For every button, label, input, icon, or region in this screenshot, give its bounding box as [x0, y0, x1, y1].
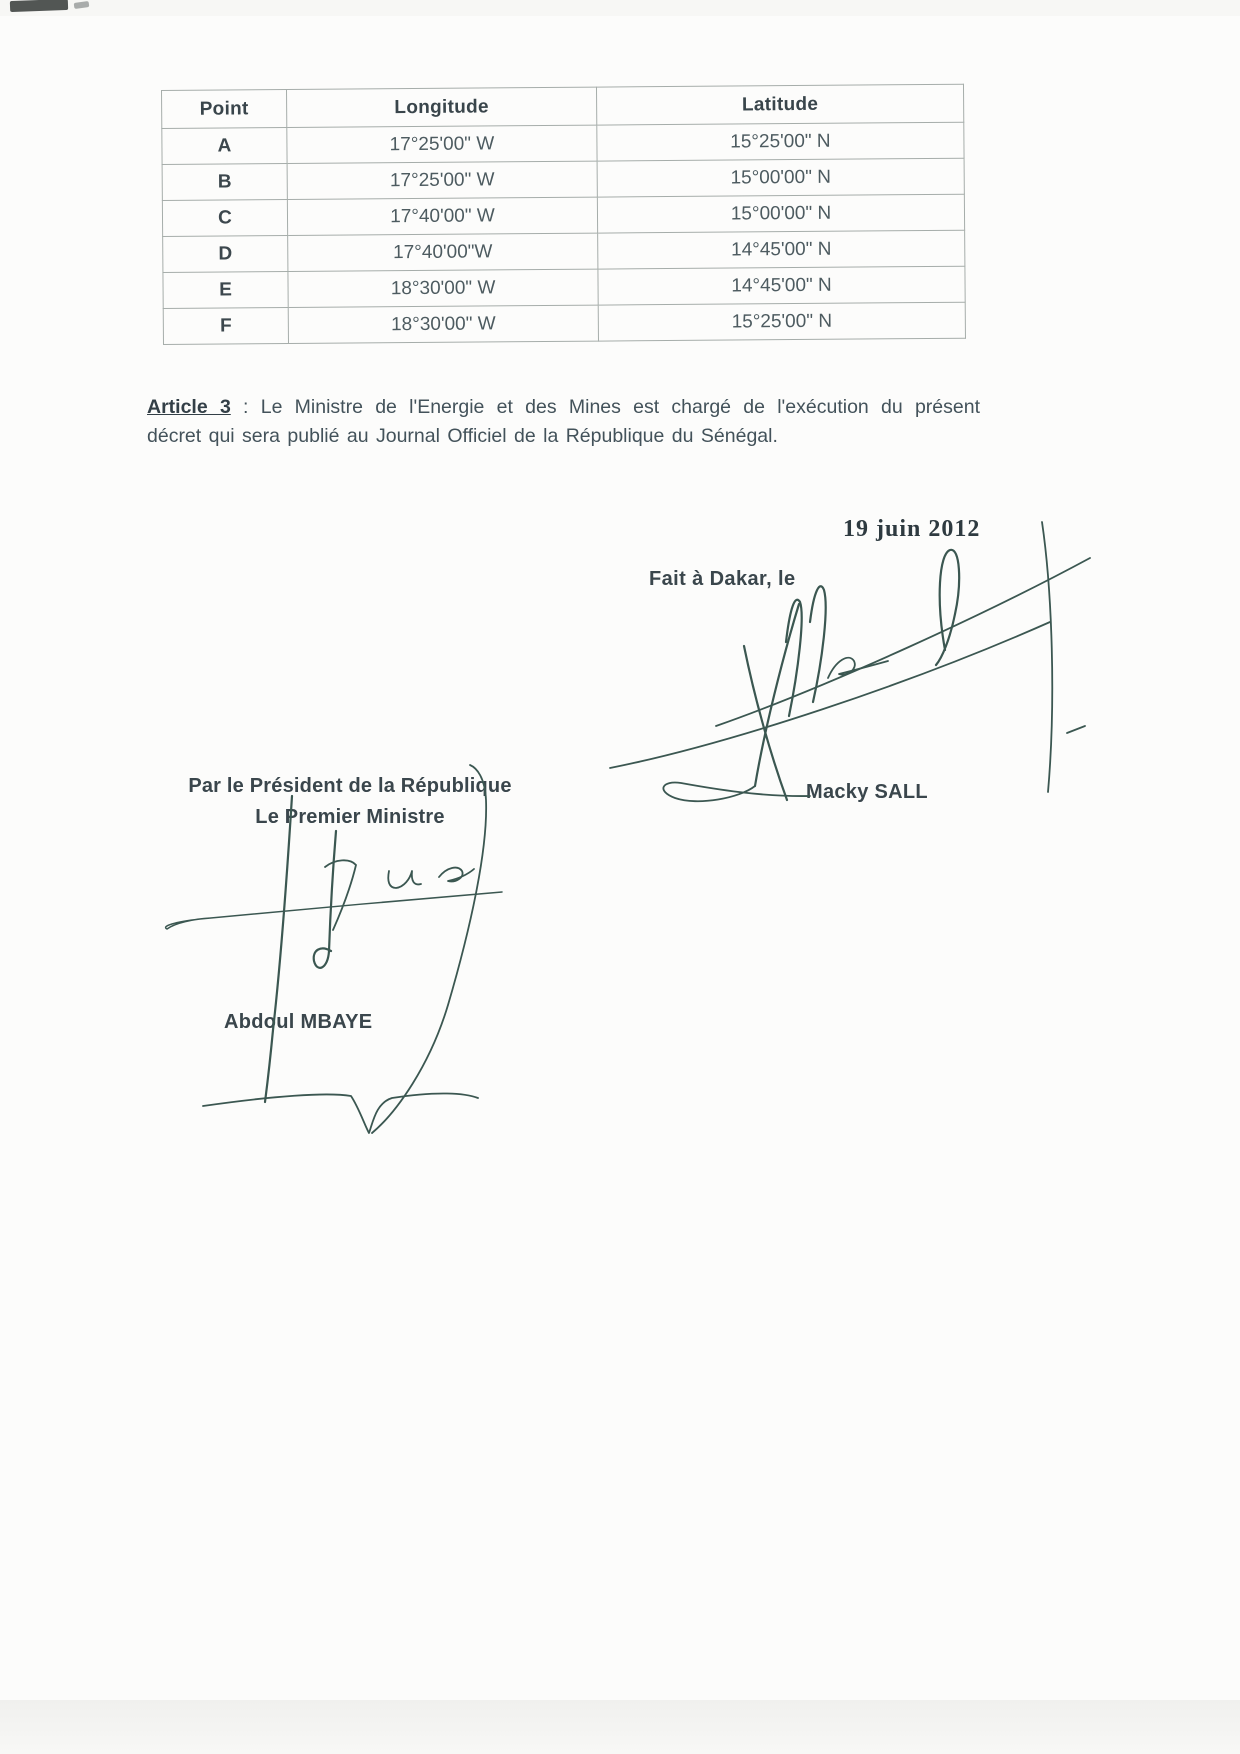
cell-latitude: 14°45'00" N	[598, 266, 965, 305]
article-3-line1	[147, 393, 980, 422]
cell-point: E	[163, 272, 288, 309]
cell-longitude: 17°25'00" W	[287, 161, 597, 199]
cell-point: B	[162, 164, 287, 201]
header-cell-point: Point	[162, 90, 287, 129]
header-cell-latitude: Latitude	[596, 84, 963, 125]
article-3-line1-text: Le Ministre de l'Energie et des Mines est chargé de l'exécution du présent	[260, 396, 980, 418]
scan-smudge-mark	[10, 0, 68, 12]
cell-longitude: 17°40'00" W	[287, 197, 597, 235]
cell-latitude: 15°00'00" N	[597, 158, 964, 197]
cell-point: F	[163, 308, 288, 345]
cell-longitude: 17°25'00" W	[287, 125, 597, 163]
table-header-row	[162, 84, 964, 128]
table-row	[163, 302, 965, 344]
president-name-label: Macky SALL	[806, 781, 928, 803]
cell-longitude: 18°30'00" W	[288, 269, 598, 307]
cell-point: C	[162, 200, 287, 237]
cell-longitude: 18°30'00" W	[288, 305, 598, 343]
coordinates-table	[161, 84, 966, 345]
cell-longitude: 17°40'00"W	[288, 233, 598, 271]
countersign-line2: Le Premier Ministre	[255, 806, 445, 828]
countersign-line1: Par le Président de la République	[188, 775, 512, 797]
cell-latitude: 14°45'00" N	[598, 230, 965, 269]
cell-point: A	[162, 128, 287, 165]
signing-date: 19 juin 2012	[843, 516, 981, 542]
macky-sall-signature	[590, 500, 1100, 810]
scan-top-band	[0, 0, 1240, 16]
cell-point: D	[163, 236, 288, 273]
cell-latitude: 15°25'00" N	[597, 122, 964, 161]
prime-minister-name-label: Abdoul MBAYE	[224, 1011, 373, 1033]
cell-latitude: 15°25'00" N	[598, 302, 965, 341]
article-3-label: Article 3	[147, 396, 231, 418]
cell-latitude: 15°00'00" N	[597, 194, 964, 233]
place-line: Fait à Dakar, le	[649, 568, 796, 590]
article-3-colon: :	[230, 396, 261, 418]
article-3-paragraph	[147, 393, 980, 451]
countersign-title-block	[150, 771, 550, 833]
article-3-line2: décret qui sera publié au Journal Officiel de la République du Sénégal.	[147, 425, 778, 447]
scan-bottom-band	[0, 1700, 1240, 1754]
header-cell-longitude: Longitude	[286, 87, 596, 127]
coordinates-table-wrapper	[161, 84, 965, 345]
